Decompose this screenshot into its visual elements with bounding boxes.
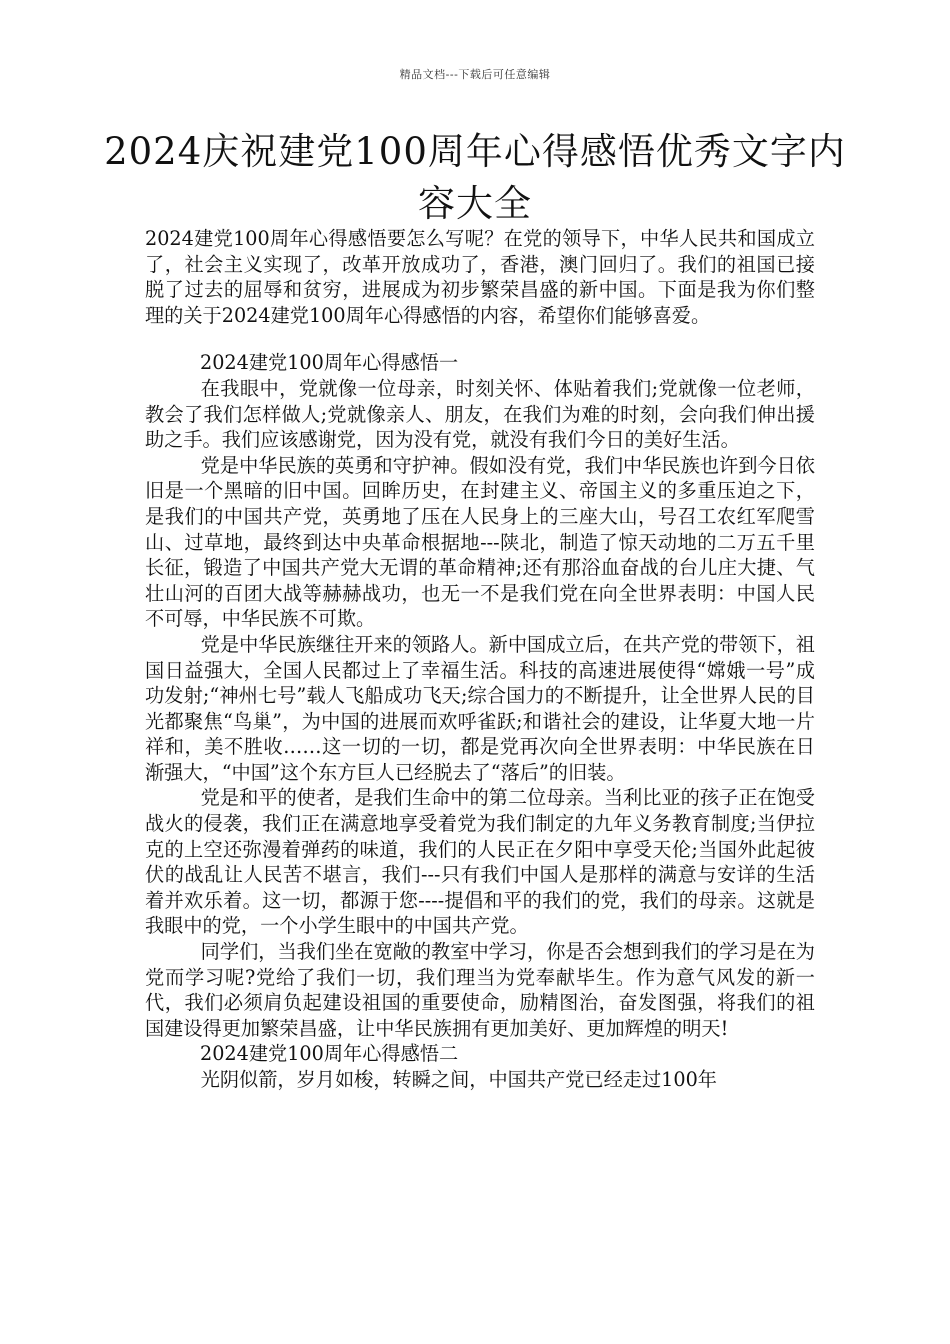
body-paragraph: 党是和平的使者，是我们生命中的第二位母亲。当利比亚的孩子正在饱受战火的侵袭，我们正在满意地享受着党为我们制定的九年义务教育制度;当伊拉克的上空还弥漫着弹药的味道，我们的人民正在夕阳中享受天伦;当国外此起彼伏的战乱让人民苦不堪言，我们---只有我们中国人是那样的满意与安详的生活着并欢乐着。这一切，都源于您----提倡和平的我们的党，我们的母亲。这就是我眼中的党，一个小学生眼中的中国共产党。 — [145, 786, 815, 938]
intro-paragraph: 2024建党100周年心得感悟要怎么写呢？在党的领导下，中华人民共和国成立了，社会主义实现了，改革开放成功了，香港，澳门回归了。我们的祖国已接脱了过去的屈辱和贫穷，进展成为初步繁荣昌盛的新中国。下面是我为你们整理的关于2024建党100周年心得感悟的内容，希望你们能够喜爱。 — [145, 227, 815, 327]
body-paragraph: 同学们，当我们坐在宽敞的教室中学习，你是否会想到我们的学习是在为党而学习呢?党给了我们一切，我们理当为党奉献毕生。作为意气风发的新一代，我们必须肩负起建设祖国的重要使命，励精图治，奋发图强，将我们的祖国建设得更加繁荣昌盛，让中华民族拥有更加美好、更加辉煌的明天! — [145, 940, 815, 1040]
section-heading-1: 2024建党100周年心得感悟一 — [200, 351, 459, 375]
body-paragraph: 党是中华民族继往开来的领路人。新中国成立后，在共产党的带领下，祖国日益强大，全国人民都过上了幸福生活。科技的高速进展使得“嫦娥一号”成功发射;“神州七号”载人飞船成功飞天;综合国力的不断提升，让全世界人民的目光都聚焦“鸟巢”，为中国的进展而欢呼雀跃;和谐社会的建设，让华夏大地一片祥和，美不胜收……这一切的一切，都是党再次向全世界表明：中华民族在日渐强大，“中国”这个东方巨人已经脱去了“落后”的旧装。 — [145, 632, 815, 784]
body-paragraph: 在我眼中，党就像一位母亲，时刻关怀、体贴着我们;党就像一位老师，教会了我们怎样做人;党就像亲人、朋友，在我们为难的时刻，会向我们伸出援助之手。我们应该感谢党，因为没有党，就没有我们今日的美好生活。 — [145, 376, 815, 452]
page-title: 2024庆祝建党100周年心得感悟优秀文字内容大全 — [104, 130, 846, 225]
header-note: 精品文档---下载后可任意编辑 — [399, 68, 551, 81]
body-paragraph: 党是中华民族的英勇和守护神。假如没有党，我们中华民族也许到今日依旧是一个黑暗的旧中国。回眸历史，在封建主义、帝国主义的多重压迫之下，是我们的中国共产党，英勇地了压在人民身上的三座大山，号召工农红军爬雪山、过草地，最终到达中央革命根据地---陕北，制造了惊天动地的二万五千里长征，锻造了中国共产党大无谓的革命精神;还有那浴血奋战的台儿庄大捷、气壮山河的百团大战等赫赫战功，也无一不是我们党在向全世界表明：中国人民不可辱，中华民族不可欺。 — [145, 453, 815, 631]
section-heading-2: 2024建党100周年心得感悟二 — [200, 1042, 459, 1066]
body-paragraph: 光阴似箭，岁月如梭，转瞬之间，中国共产党已经走过100年 — [200, 1068, 717, 1091]
document-body — [145, 226, 815, 1093]
